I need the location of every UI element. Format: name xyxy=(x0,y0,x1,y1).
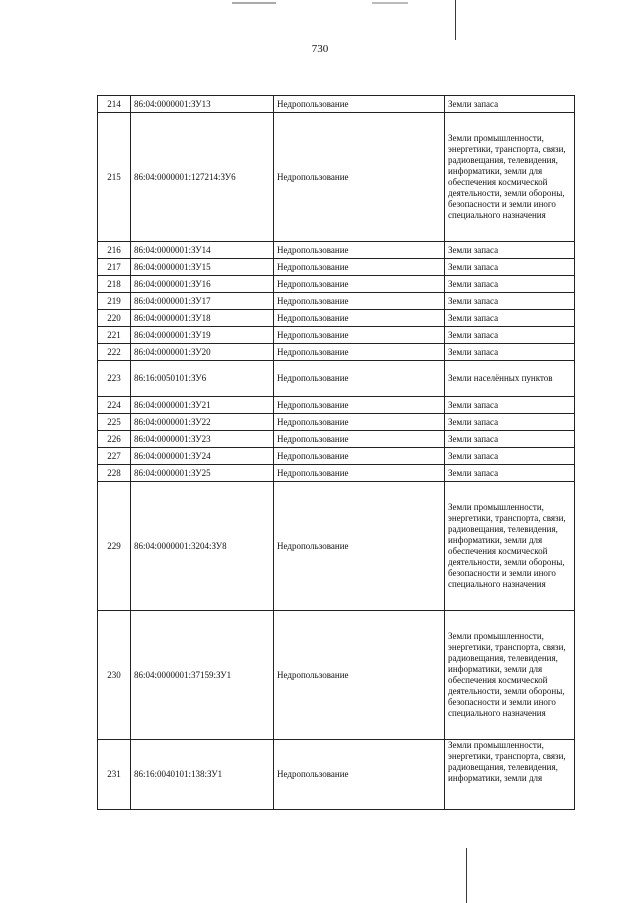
table-body xyxy=(98,96,575,810)
row-number: 225 xyxy=(98,414,131,431)
table-row xyxy=(98,96,575,113)
cadastral-number: 86:04:0000001:ЗУ19 xyxy=(131,327,274,344)
cadastral-number: 86:04:0000001:ЗУ20 xyxy=(131,344,274,361)
cadastral-number: 86:04:0000001:ЗУ17 xyxy=(131,293,274,310)
cadastral-number: 86:04:0000001:ЗУ24 xyxy=(131,448,274,465)
permitted-use: Недропользование xyxy=(274,344,445,361)
permitted-use: Недропользование xyxy=(274,482,445,611)
permitted-use: Недропользование xyxy=(274,397,445,414)
permitted-use: Недропользование xyxy=(274,465,445,482)
land-category: Земли запаса xyxy=(445,465,575,482)
table-row xyxy=(98,482,575,611)
land-plots-table xyxy=(97,95,575,810)
row-number: 231 xyxy=(98,740,131,810)
row-number: 227 xyxy=(98,448,131,465)
row-number: 229 xyxy=(98,482,131,611)
table-row xyxy=(98,431,575,448)
permitted-use: Недропользование xyxy=(274,310,445,327)
permitted-use: Недропользование xyxy=(274,242,445,259)
table-row xyxy=(98,327,575,344)
land-category: Земли запаса xyxy=(445,259,575,276)
land-category: Земли запаса xyxy=(445,448,575,465)
row-number: 226 xyxy=(98,431,131,448)
land-category: Земли запаса xyxy=(445,242,575,259)
permitted-use: Недропользование xyxy=(274,327,445,344)
cadastral-number: 86:04:0000001:37159:ЗУ1 xyxy=(131,611,274,740)
permitted-use: Недропользование xyxy=(274,431,445,448)
cadastral-number: 86:04:0000001:ЗУ21 xyxy=(131,397,274,414)
scan-artifact-top-tick-2 xyxy=(372,2,408,4)
land-category: Земли промышленности, энергетики, транспорта, связи, радиовещания, телевидения, информатики, земли для обеспечения космической деятельности, земли обороны, безопасности и земли иного специального назначения xyxy=(445,611,575,740)
cadastral-number: 86:04:0000001:ЗУ13 xyxy=(131,96,274,113)
row-number: 217 xyxy=(98,259,131,276)
table-row xyxy=(98,397,575,414)
page-number: 730 xyxy=(311,43,329,55)
permitted-use: Недропользование xyxy=(274,611,445,740)
land-category: Земли запаса xyxy=(445,96,575,113)
row-number: 228 xyxy=(98,465,131,482)
land-category: Земли населённых пунктов xyxy=(445,361,575,397)
permitted-use: Недропользование xyxy=(274,740,445,810)
land-category: Земли промышленности, энергетики, транспорта, связи, радиовещания, телевидения, информатики, земли для обеспечения космической деятельности, земли обороны, безопасности и земли иного специального назначения xyxy=(445,482,575,611)
row-number: 220 xyxy=(98,310,131,327)
row-number: 230 xyxy=(98,611,131,740)
table-row xyxy=(98,276,575,293)
land-category: Земли запаса xyxy=(445,397,575,414)
permitted-use: Недропользование xyxy=(274,259,445,276)
row-number: 218 xyxy=(98,276,131,293)
table-row xyxy=(98,293,575,310)
table-row xyxy=(98,113,575,242)
table-row xyxy=(98,740,575,810)
row-number: 223 xyxy=(98,361,131,397)
cadastral-number: 86:04:0000001:ЗУ16 xyxy=(131,276,274,293)
permitted-use: Недропользование xyxy=(274,414,445,431)
cadastral-number: 86:04:0000001:ЗУ23 xyxy=(131,431,274,448)
cadastral-number: 86:16:0050101:ЗУ6 xyxy=(131,361,274,397)
permitted-use: Недропользование xyxy=(274,448,445,465)
land-category: Земли промышленности, энергетики, транспорта, связи, радиовещания, телевидения, информатики, земли для обеспечения космической деятельности, земли обороны, безопасности и земли иного специального назначения xyxy=(445,113,575,242)
row-number: 221 xyxy=(98,327,131,344)
row-number: 216 xyxy=(98,242,131,259)
table-row xyxy=(98,465,575,482)
table-row xyxy=(98,310,575,327)
table-row xyxy=(98,611,575,740)
table-row xyxy=(98,259,575,276)
cadastral-number: 86:04:0000001:127214:ЗУ6 xyxy=(131,113,274,242)
scan-artifact-bottom-line xyxy=(466,848,467,903)
cadastral-number: 86:16:0040101:138:ЗУ1 xyxy=(131,740,274,810)
cadastral-number: 86:04:0000001:ЗУ14 xyxy=(131,242,274,259)
cadastral-number: 86:04:0000001:3204:ЗУ8 xyxy=(131,482,274,611)
permitted-use: Недропользование xyxy=(274,96,445,113)
cadastral-number: 86:04:0000001:ЗУ15 xyxy=(131,259,274,276)
land-category: Земли запаса xyxy=(445,276,575,293)
row-number: 219 xyxy=(98,293,131,310)
table-row xyxy=(98,414,575,431)
land-category: Земли запаса xyxy=(445,344,575,361)
land-category: Земли запаса xyxy=(445,327,575,344)
land-category: Земли запаса xyxy=(445,293,575,310)
permitted-use: Недропользование xyxy=(274,293,445,310)
row-number: 224 xyxy=(98,397,131,414)
permitted-use: Недропользование xyxy=(274,276,445,293)
scan-artifact-top-line xyxy=(455,0,456,40)
cadastral-number: 86:04:0000001:ЗУ25 xyxy=(131,465,274,482)
table-row xyxy=(98,344,575,361)
row-number: 222 xyxy=(98,344,131,361)
cadastral-number: 86:04:0000001:ЗУ18 xyxy=(131,310,274,327)
land-category: Земли запаса xyxy=(445,414,575,431)
land-category: Земли промышленности, энергетики, транспорта, связи, радиовещания, телевидения, информатики, земли для xyxy=(445,740,575,810)
cadastral-number: 86:04:0000001:ЗУ22 xyxy=(131,414,274,431)
scan-artifact-top-tick xyxy=(232,2,276,4)
land-category: Земли запаса xyxy=(445,310,575,327)
permitted-use: Недропользование xyxy=(274,113,445,242)
table-row xyxy=(98,242,575,259)
land-category: Земли запаса xyxy=(445,431,575,448)
table-row xyxy=(98,361,575,397)
row-number: 214 xyxy=(98,96,131,113)
permitted-use: Недропользование xyxy=(274,361,445,397)
row-number: 215 xyxy=(98,113,131,242)
table-row xyxy=(98,448,575,465)
